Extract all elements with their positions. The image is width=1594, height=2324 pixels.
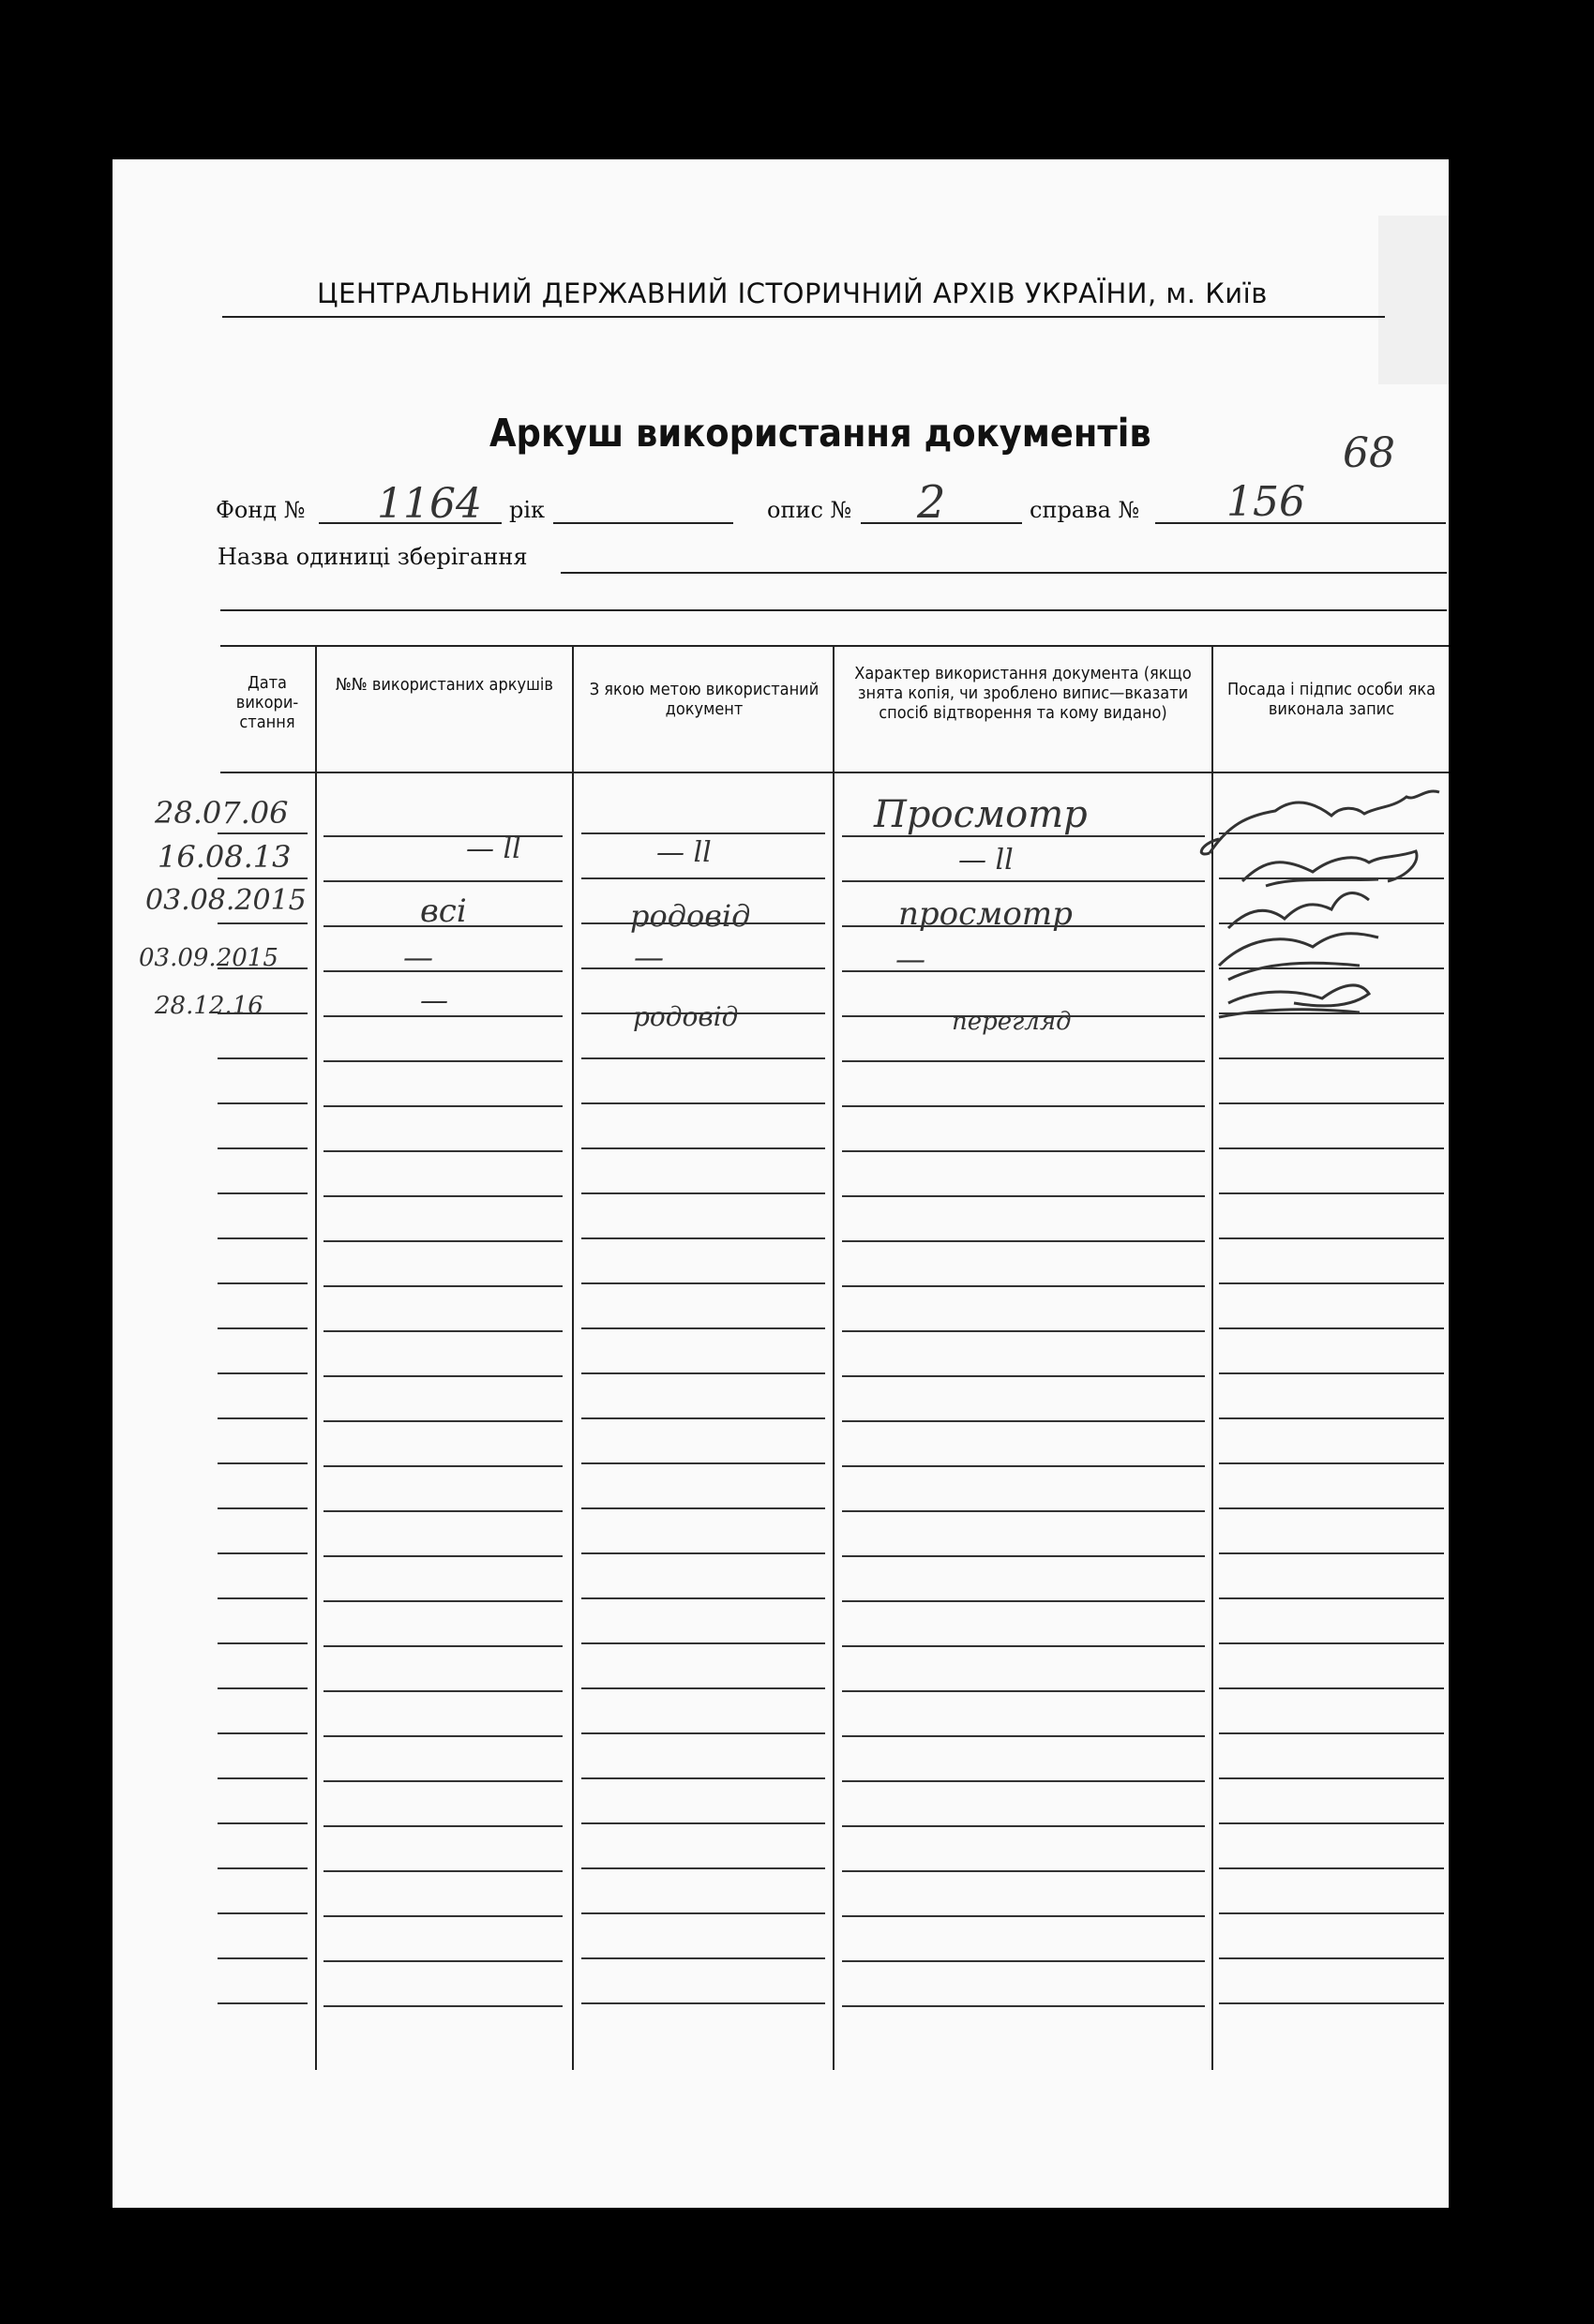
table-rule-line [581,1372,825,1374]
row4-character: — [895,941,925,977]
unit-name-underline-2 [220,609,1447,611]
table-rule-line [581,1237,825,1239]
table-rule-line [842,1195,1205,1197]
table-rule-line [581,1822,825,1824]
table-rule-line [218,1372,308,1374]
col-header-date: Дата викори-стання [235,673,299,732]
table-rule-line [581,1597,825,1599]
year-label: рік [509,497,546,523]
table-rule-line [842,1825,1205,1827]
table-rule-line [581,832,825,834]
table-rule-line [1219,1912,1444,1914]
table-rule-line [1219,1237,1444,1239]
table-rule-line [842,2005,1205,2007]
table-rule-line [581,1687,825,1689]
table-rule-line [1219,1147,1444,1149]
table-rule-line [581,1192,825,1194]
header-rule [222,316,1385,318]
table-rule-line [218,1237,308,1239]
table-rule-line [218,832,308,834]
table-rule-line [323,1420,563,1422]
row5-character: перегляд [952,1008,1072,1036]
table-rule-line [581,1057,825,1059]
year-underline [553,522,733,524]
table-rule-line [323,1690,563,1692]
table-rule-line [1219,1732,1444,1734]
table-rule-line [1219,1642,1444,1644]
table-rule-line [842,1060,1205,1062]
table-rule-line [1219,1282,1444,1284]
table-rule-line [581,1507,825,1509]
table-rule-line [323,1150,563,1152]
table-rule-line [1219,1102,1444,1104]
table-rule-line [218,1957,308,1959]
table-rule-line [842,1735,1205,1737]
table-rule-line [218,1912,308,1914]
table-rule-line [1219,1552,1444,1554]
table-rule-line [218,1867,308,1869]
row2-purpose: — ll [656,836,712,869]
table-rule-line [581,1642,825,1644]
row5-date: 28.12.16 [155,992,263,1020]
table-rule-line [218,1642,308,1644]
table-rule-line [218,1552,308,1554]
table-rule-line [323,1825,563,1827]
table-rule-line [842,1870,1205,1872]
table-rule-line [842,1690,1205,1692]
row5-sheets: — [420,984,448,1017]
table-rule-line [218,1102,308,1104]
table-rule-line [323,1465,563,1467]
table-rule-line [218,1282,308,1284]
table-rule-line [842,1915,1205,1917]
row2-sheets: — ll [466,832,521,865]
table-rule-line [581,967,825,969]
table-rule-line [323,880,563,882]
table-rule-line [323,1105,563,1107]
fond-value: 1164 [377,480,482,528]
table-rule-line [1219,1192,1444,1194]
table-rule-line [218,1327,308,1329]
table-rule-line [1219,1462,1444,1464]
table-rule-line [581,1462,825,1464]
table-rule-line [218,1057,308,1059]
row4-date: 03.09.2015 [139,944,278,972]
table-rule-line [842,1465,1205,1467]
table-rule-line [218,1597,308,1599]
row1-date: 28.07.06 [155,795,289,831]
table-top-rule [220,645,1449,647]
signatures-scribble [1191,769,1444,1031]
table-rule-line [842,1555,1205,1557]
table-rule-line [581,1147,825,1149]
table-rule-line [581,2002,825,2004]
col-header-sheets: №№ використаних аркушів [336,675,553,695]
table-rule-line [842,1600,1205,1602]
row2-date: 16.08.13 [158,839,292,875]
table-rule-line [1219,1822,1444,1824]
table-rule-line [323,1645,563,1647]
unit-name-label: Назва одиниці зберігання [218,544,528,570]
table-rule-line [1219,1597,1444,1599]
table-rule-line [842,1960,1205,1962]
table-rule-line [842,1150,1205,1152]
table-rule-line [842,1375,1205,1377]
table-rule-line [1219,1057,1444,1059]
table-rule-line [1219,1507,1444,1509]
table-rule-line [323,1780,563,1782]
document-sheet [113,159,1449,2208]
row2-character: — ll [958,844,1014,877]
table-rule-line [1219,2002,1444,2004]
table-rule-line [842,1285,1205,1287]
table-rule-line [218,1462,308,1464]
table-rule-line [218,1507,308,1509]
table-rule-line [581,1102,825,1104]
table-rule-line [218,1192,308,1194]
col-divider-3 [833,645,835,2070]
sprava-value: 156 [1226,478,1305,526]
table-rule-line [842,1105,1205,1107]
table-rule-line [581,1732,825,1734]
table-rule-line [323,1195,563,1197]
row3-date: 03.08.2015 [145,884,307,917]
table-rule-line [1219,1687,1444,1689]
table-rule-line [581,1417,825,1419]
table-rule-line [323,1240,563,1242]
table-rule-line [218,1777,308,1779]
table-rule-line [323,1375,563,1377]
col-divider-2 [572,645,574,2070]
table-rule-line [581,1957,825,1959]
table-rule-line [581,1777,825,1779]
page-number: 68 [1343,429,1395,477]
table-rule-line [323,1285,563,1287]
table-rule-line [581,877,825,879]
table-rule-line [842,1240,1205,1242]
table-rule-line [323,970,563,972]
row3-character: просмотр [898,895,1073,933]
opys-label: опис № [767,497,852,523]
table-rule-line [218,1417,308,1419]
table-rule-line [323,1960,563,1962]
page-title: Аркуш використання документів [489,411,1151,456]
row5-purpose: родовід [633,1001,739,1032]
table-rule-line [323,1510,563,1512]
table-rule-line [581,1552,825,1554]
table-rule-line [218,877,308,879]
col-divider-1 [315,645,317,2070]
row4-purpose: — [634,939,664,975]
table-rule-line [1219,1417,1444,1419]
table-rule-line [323,1600,563,1602]
table-rule-line [842,880,1205,882]
table-rule-line [323,1060,563,1062]
table-rule-line [323,1555,563,1557]
table-rule-line [218,1687,308,1689]
table-rule-line [581,1327,825,1329]
table-rule-line [218,1822,308,1824]
table-rule-line [581,1912,825,1914]
table-rule-line [842,1420,1205,1422]
table-rule-line [1219,1327,1444,1329]
table-rule-line [581,1867,825,1869]
table-rule-line [842,1645,1205,1647]
col-header-character: Характер використання документа (якщо знята копія, чи зроблено випис—вказати спосіб відтворення та кому видано) [854,664,1192,723]
table-rule-line [323,2005,563,2007]
table-rule-line [842,1330,1205,1332]
archive-name: ЦЕНТРАЛЬНИЙ ДЕРЖАВНИЙ ІСТОРИЧНИЙ АРХІВ УКРАЇНИ, м. Київ [317,277,1268,309]
table-rule-line [323,1870,563,1872]
fond-label: Фонд № [216,497,306,523]
opys-value: 2 [917,476,946,529]
table-rule-line [581,1282,825,1284]
table-rule-line [1219,1372,1444,1374]
table-rule-line [323,1915,563,1917]
table-rule-line [842,1780,1205,1782]
row1-character: Просмотр [874,793,1088,836]
row4-sheets: — [403,939,433,975]
table-rule-line [1219,1957,1444,1959]
table-rule-line [218,2002,308,2004]
table-rule-line [1219,1867,1444,1869]
unit-name-underline-1 [561,572,1447,574]
table-rule-line [323,1330,563,1332]
table-rule-line [1219,1777,1444,1779]
row3-purpose: родовід [630,898,751,934]
table-rule-line [218,1147,308,1149]
row3-sheets: всі [420,892,467,930]
table-rule-line [218,922,308,924]
sprava-label: справа № [1030,497,1140,523]
table-rule-line [323,835,563,837]
torn-corner [1378,216,1449,384]
col-header-purpose: З якою метою використаний документ [589,680,820,719]
table-rule-line [842,1510,1205,1512]
col-header-signature: Посада і підпис особи яка виконала запис [1226,680,1436,719]
table-rule-line [218,1732,308,1734]
table-rule-line [323,1735,563,1737]
